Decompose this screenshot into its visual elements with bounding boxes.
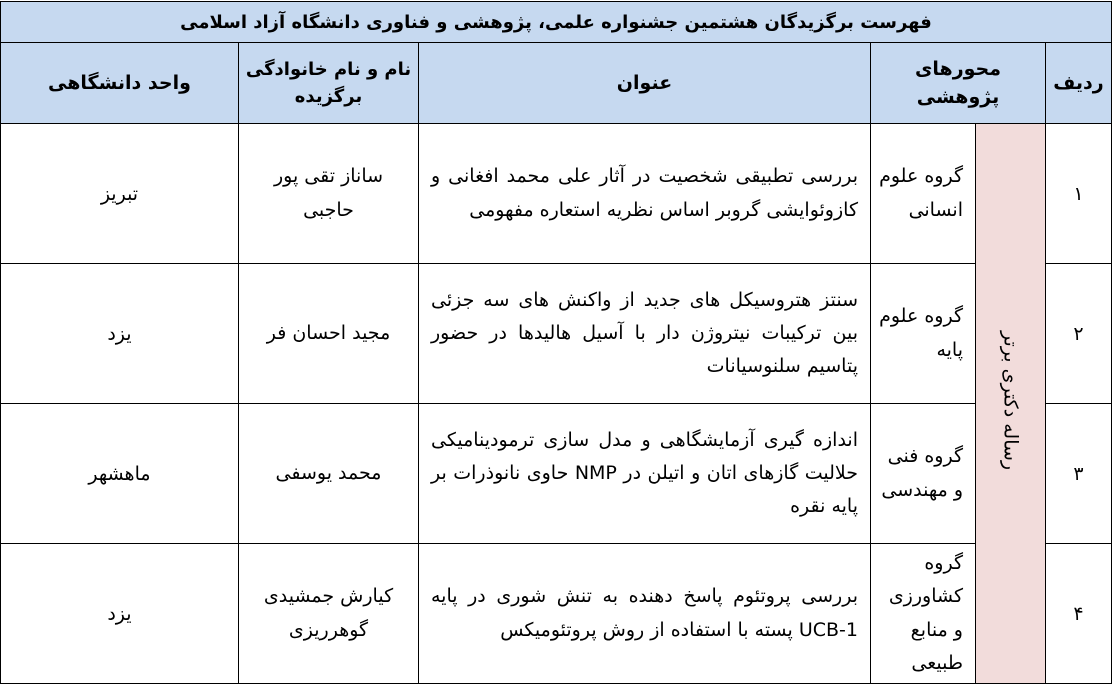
winner-name: مجید احسان فر [239, 264, 419, 404]
table-row [0, 124, 1111, 264]
research-subject: بررسی تطبیقی شخصیت در آثار علی محمد افغانی و کازوئوایشی گروبر اساس نظریه استعاره مفهومی [419, 124, 871, 264]
winner-name: محمد یوسفی [239, 404, 419, 544]
research-subject: بررسی پروتئوم پاسخ دهنده به تنش شوری در پایه UCB-1 پسته با استفاده از روش پروتئومیکس [419, 544, 871, 684]
winners-document [1, 1, 1112, 684]
university-unit: یزد [0, 544, 238, 684]
row-number: ۱ [1046, 124, 1112, 264]
row-number: ۳ [1046, 404, 1112, 544]
research-subject: سنتز هتروسیکل های جدید از واکنش های سه جزئی بین ترکیبات نیتروژن دار با آسیل هالیدها در حضور پتاسیم سلنوسیانات [419, 264, 871, 404]
table-title-row [0, 2, 1111, 43]
table-header-row [0, 43, 1111, 124]
research-area: گروه فنی و مهندسی [871, 404, 976, 544]
winners-table [0, 1, 1112, 684]
row-number: ۲ [1046, 264, 1112, 404]
header-research-area: محورهای پژوهشی [871, 43, 1046, 124]
table-row [0, 264, 1111, 404]
header-winner-name: نام و نام خانوادگی برگزیده [239, 43, 419, 124]
winner-name: ساناز تقی پور حاجبی [239, 124, 419, 264]
table-title: فهرست برگزیدگان هشتمین جشنواره علمی، پژوهشی و فناوری دانشگاه آزاد اسلامی [0, 2, 1111, 43]
header-subject: عنوان [419, 43, 871, 124]
research-area: گروه کشاورزی و منابع طبیعی [871, 544, 976, 684]
category-cell [976, 124, 1046, 684]
research-area: گروه علوم انسانی [871, 124, 976, 264]
university-unit: یزد [0, 264, 238, 404]
header-university-unit: واحد دانشگاهی [0, 43, 238, 124]
row-number: ۴ [1046, 544, 1112, 684]
table-row [0, 404, 1111, 544]
category-label: رساله دکتری برتر [999, 331, 1022, 471]
header-row-number: ردیف [1046, 43, 1112, 124]
winner-name: کیارش جمشیدی گوهرریزی [239, 544, 419, 684]
table-row [0, 544, 1111, 684]
research-subject: اندازه گیری آزمایشگاهی و مدل سازی ترمودینامیکی حلالیت گازهای اتان و اتیلن در NMP حاوی نانوذرات بر پایه نقره [419, 404, 871, 544]
university-unit: ماهشهر [0, 404, 238, 544]
research-area: گروه علوم پایه [871, 264, 976, 404]
university-unit: تبریز [0, 124, 238, 264]
